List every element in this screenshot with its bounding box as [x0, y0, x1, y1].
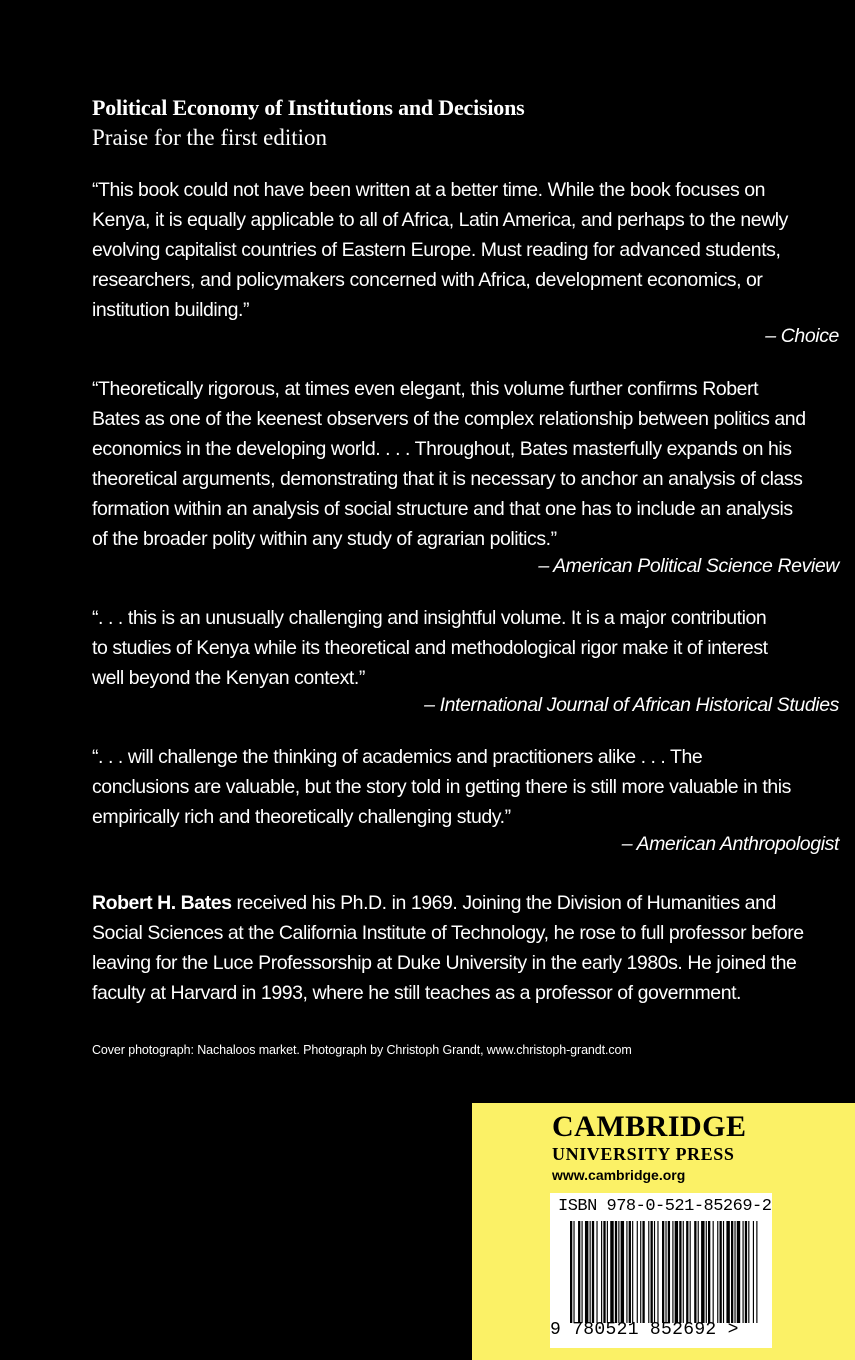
- barcode-panel: [550, 1193, 772, 1348]
- quote-choice: “This book could not have been written at a better time. While the book focuses on Kenya, it is equally applicable to all of Africa, Latin America, and perhaps to the newly evolving capitalist countries of Eastern Europe. Must reading for advanced students, researchers, and policymakers concerned with Africa, development economics, or institution building.”: [92, 179, 788, 321]
- praise-heading: Praise for the first edition: [92, 125, 328, 150]
- cover-credit: Cover photograph: Nachaloos market. Photograph by Christoph Grandt, www.christoph-grandt.com: [92, 1043, 632, 1057]
- author-bio: [92, 888, 839, 1008]
- author-name: Robert H. Bates: [92, 892, 232, 914]
- series-title: Political Economy of Institutions and Decisions: [92, 95, 525, 120]
- quote-anthropologist: “. . . will challenge the thinking of academics and practitioners alike . . . The conclusions are valuable, but the story told in getting there is still more valuable in this empirically rich and theoretically challenging study.”: [92, 746, 791, 828]
- quote-attribution: – International Journal of African Historical Studies: [424, 694, 839, 716]
- quote-ijahs: “. . . this is an unusually challenging and insightful volume. It is a major contribution to studies of Kenya while its theoretical and methodological rigor make it of interest well beyond the Kenyan context.”: [92, 607, 768, 689]
- publisher-url: www.cambridge.org: [552, 1167, 686, 1183]
- publisher-name: CAMBRIDGE: [552, 1110, 747, 1143]
- quote-attribution: – Choice: [765, 325, 839, 347]
- barcode-icon: [570, 1221, 758, 1323]
- publisher-press: UNIVERSITY PRESS: [552, 1144, 735, 1164]
- isbn-label: ISBN 978-0-521-85269-2: [558, 1197, 772, 1216]
- publisher-box: [472, 1103, 855, 1360]
- quote-apsr: “Theoretically rigorous, at times even elegant, this volume further confirms Robert Bates as one of the keenest observers of the complex relationship between politics and economics in the developing world. . . . Throughout, Bates masterfully expands on his theoretical arguments, demonstrating that it is necessary to anchor an analysis of class formation within an analysis of social structure and that one has to include an analysis of the broader polity within any study of agrarian politics.”: [92, 378, 806, 550]
- author-bio-text: received his Ph.D. in 1969. Joining the Division of Humanities and Social Sciences at the California Institute of Technology, he rose to full professor before leaving for the Luce Professorship at Duke University in the early 1980s. He joined the faculty at Harvard in 1993, where he still teaches as a professor of government.: [92, 892, 804, 1004]
- quote-attribution: – American Anthropologist: [621, 833, 839, 855]
- quote-attribution: – American Political Science Review: [538, 555, 839, 577]
- ean-digits: 9 780521 852692 >: [550, 1320, 739, 1340]
